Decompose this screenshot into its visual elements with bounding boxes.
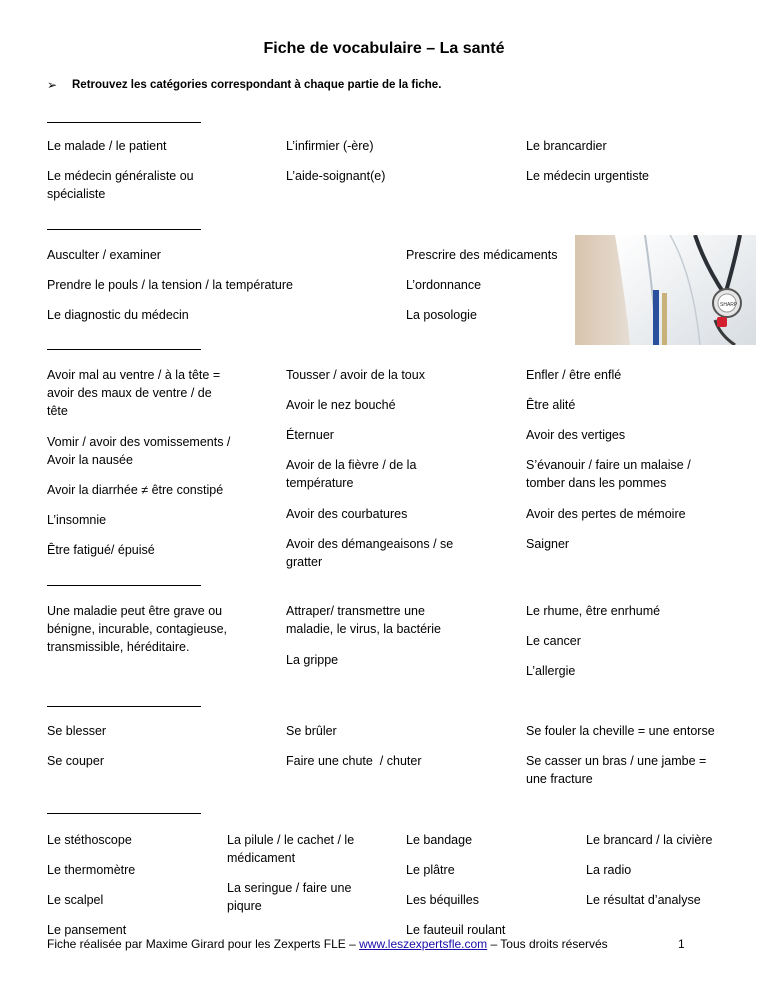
vocab-item: tomber dans les pommes (526, 476, 667, 490)
vocab-item: Se brûler (286, 724, 337, 738)
photo-label: SHARP (720, 302, 738, 308)
vocab-item: L’aide-soignant(e) (286, 169, 386, 183)
vocab-item: Prendre le pouls / la tension / la température (47, 278, 293, 292)
vocab-item: La radio (586, 863, 632, 877)
vocab-item: Être alité (526, 398, 576, 412)
vocab-item: Se blesser (47, 724, 107, 738)
vocab-item: avoir des maux de ventre / de (47, 386, 212, 400)
footer-rights: – Tous droits réservés (487, 937, 608, 951)
vocab-item: Le thermomètre (47, 863, 136, 877)
vocab-item: L’allergie (526, 664, 576, 678)
vocab-item: Se casser un bras / une jambe = (526, 754, 707, 768)
category-blank-6 (47, 813, 201, 814)
vocab-item: Le cancer (526, 634, 581, 648)
vocab-item: Le bandage (406, 833, 473, 847)
vocab-item: une fracture (526, 772, 593, 786)
footer-text: Fiche réalisée par Maxime Girard pour les Zexperts FLE – (47, 937, 360, 951)
vocab-item: Le malade / le patient (47, 139, 167, 153)
vocab-item: La grippe (286, 653, 339, 667)
vocab-item: Se couper (47, 754, 104, 768)
vocab-item: tête (47, 404, 68, 418)
vocab-item: Avoir la diarrhée ≠ être constipé (47, 483, 224, 497)
vocab-item: Les béquilles (406, 893, 479, 907)
vocab-item: L’insomnie (47, 513, 107, 527)
vocab-item: Le pansement (47, 923, 127, 937)
vocab-item: Ausculter / examiner (47, 248, 161, 262)
category-blank-3 (47, 349, 201, 350)
website-link[interactable]: www.leszexpertsfle.com (359, 937, 488, 951)
arrow-bullet-icon: ➢ (47, 78, 58, 92)
vocab-item: Le stéthoscope (47, 833, 132, 847)
vocab-item: L’infirmier (-ère) (286, 139, 374, 153)
vocab-item: Faire une chute / chuter (286, 754, 422, 768)
vocab-item: Le brancard / la civière (586, 833, 713, 847)
vocab-item: Avoir des pertes de mémoire (526, 507, 686, 521)
page-number: 1 (678, 937, 685, 951)
category-blank-4 (47, 585, 201, 586)
vocab-item: Le fauteuil roulant (406, 923, 506, 937)
vocab-item: médicament (227, 851, 296, 865)
vocab-item: Avoir la nausée (47, 453, 133, 467)
vocab-item: Avoir des courbatures (286, 507, 408, 521)
category-blank-1 (47, 122, 201, 123)
vocab-item: Avoir de la fièvre / de la (286, 458, 417, 472)
vocab-item: Une maladie peut être grave ou (47, 604, 223, 618)
vocab-item: Le médecin urgentiste (526, 169, 649, 183)
vocab-item: spécialiste (47, 187, 106, 201)
vocab-item: Le résultat d’analyse (586, 893, 701, 907)
vocab-item: Être fatigué/ épuisé (47, 543, 155, 557)
vocab-item: Le diagnostic du médecin (47, 308, 189, 322)
vocab-item: maladie, le virus, la bactérie (286, 622, 441, 636)
footer (47, 937, 608, 951)
stethoscope-photo (575, 235, 756, 345)
vocab-item: Le médecin généraliste ou (47, 169, 194, 183)
vocab-item: Avoir des démangeaisons / se (286, 537, 454, 551)
instruction: Retrouvez les catégories correspondant à chaque partie de la fiche. (72, 79, 442, 91)
vocab-item: bénigne, incurable, contagieuse, (47, 622, 227, 636)
vocab-item: Avoir des vertiges (526, 428, 626, 442)
vocab-item: Tousser / avoir de la toux (286, 368, 425, 382)
vocab-item: Se fouler la cheville = une entorse (526, 724, 715, 738)
vocab-item: Attraper/ transmettre une (286, 604, 425, 618)
category-blank-2 (47, 229, 201, 230)
vocab-item: Avoir mal au ventre / à la tête = (47, 368, 221, 382)
vocab-item: L’ordonnance (406, 278, 482, 292)
page-title: Fiche de vocabulaire – La santé (263, 40, 505, 57)
vocab-item: S’évanouir / faire un malaise / (526, 458, 691, 472)
vocab-item: Prescrire des médicaments (406, 248, 558, 262)
vocab-item: Le rhume, être enrhumé (526, 604, 661, 618)
vocab-item: température (286, 476, 354, 490)
vocab-item: gratter (286, 555, 323, 569)
vocab-item: Enfler / être enflé (526, 368, 622, 382)
vocab-item: transmissible, héréditaire. (47, 640, 190, 654)
vocab-item: Saigner (526, 537, 570, 551)
vocab-item: piqure (227, 899, 262, 913)
vocab-item: Le scalpel (47, 893, 104, 907)
vocab-item: La pilule / le cachet / le (227, 833, 355, 847)
vocab-item: Le brancardier (526, 139, 607, 153)
vocab-item: La posologie (406, 308, 477, 322)
vocab-item: La seringue / faire une (227, 881, 352, 895)
category-blank-5 (47, 706, 201, 707)
vocab-item: Éternuer (286, 428, 334, 442)
vocab-item: Vomir / avoir des vomissements / (47, 435, 231, 449)
vocab-item: Le plâtre (406, 863, 455, 877)
vocab-item: Avoir le nez bouché (286, 398, 396, 412)
